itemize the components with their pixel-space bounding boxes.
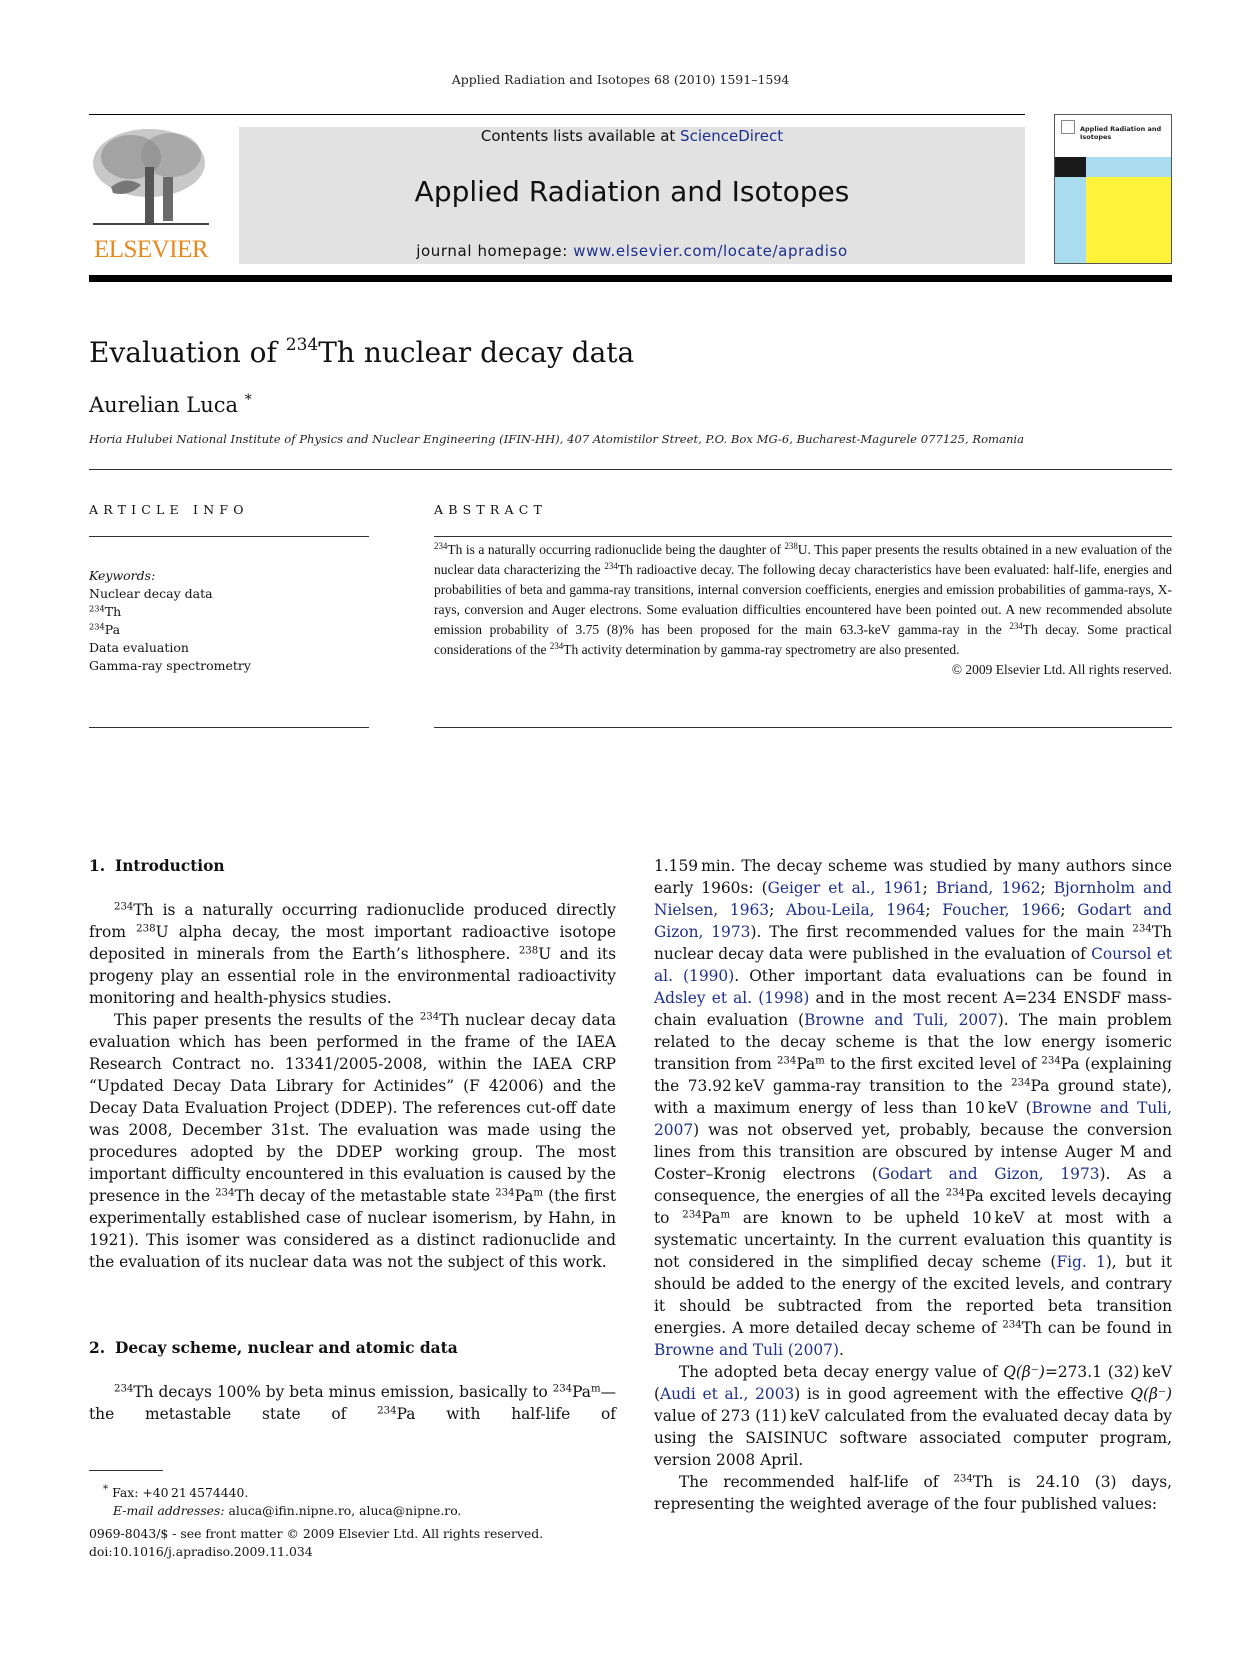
abstract-bottom-rule [434, 727, 1172, 728]
citation-link[interactable]: Audi et al., 2003 [660, 1385, 795, 1403]
article-info-rule [89, 536, 369, 537]
article-title: Evaluation of $^{234}$Th nuclear decay data [89, 335, 635, 369]
citation-link[interactable]: Foucher, 1966 [942, 901, 1061, 919]
affiliation: Horia Hulubei National Institute of Physics and Nuclear Engineering (IFIN-HH), 407 Atomistilor Street, P.O. Box MG-6, Bucharest-Magurele 077125, Romania [89, 432, 1025, 446]
abstract-text: $^{234}$Th is a naturally occurring radionuclide being the daughter of $^{238}$U. This paper presents the results obtained in a new evaluation of the nuclear data characterizing the $^{234}$Th radioactive decay. The following decay characteristics have been evaluated: half-life, energies and probabilities of beta and gamma-ray transitions, internal conversion coefficients, energies and emission probabilities of gamma-rays, X-rays, conversion and Auger electrons. Some evaluation difficulties encountered have been pointed out. A new recommended absolute emission probability of 3.75 (8)% has been proposed for the main 63.3-keV gamma-ray in the $^{234}$Th decay. Some practical considerations of the $^{234}$Th activity determination by gamma-ray spectrometry are also presented. © 2009 Elsevier Ltd. All rights reserved. [434, 540, 1172, 680]
citation-link[interactable]: Godart and Gizon, 1973 [877, 1165, 1100, 1183]
author-footnote-mark[interactable]: * [244, 392, 252, 408]
keywords-label: Keywords: [89, 568, 156, 583]
running-head: Applied Radiation and Isotopes 68 (2010) 1591–1594 [451, 72, 790, 87]
cover-elsevier-mark-icon [1061, 120, 1075, 134]
author-footnote: * Fax: +40 21 4574440. E-mail addresses: aluca@ifin.nipne.ro, aluca@nipne.ro. [103, 1483, 462, 1519]
front-matter: 0969-8043/$ - see front matter © 2009 Elsevier Ltd. All rights reserved. doi:10.1016/j.apradiso.2009.11.034 [89, 1525, 609, 1561]
abstract-rule [434, 536, 1172, 537]
journal-name: Applied Radiation and Isotopes [414, 175, 850, 208]
masthead-bottom-rule [89, 275, 1172, 282]
masthead-top-rule [89, 114, 1025, 115]
paragraph: $^{234}$Th decays 100% by beta minus emission, basically to $^{234}$Pa$^m$—the metastable state of $^{234}$Pa with half-life of [89, 1383, 616, 1423]
paragraph: This paper presents the results of the $^{234}$Th nuclear decay data evaluation which has been performed in the frame of the IAEA Research Contract no. 13341/2005-2008, within the IAEA CRP “Updated Decay Data Library for Actinides” (F 42006) and the Decay Data Evaluation Project (DDEP). The references cut-off date was 2008, December 31st. The evaluation was made using the procedures adopted by the DDEP working group. The most important difficulty encountered in this evaluation is caused by the presence in the $^{234}$Th decay of the metastable state $^{234}$Pa$^m$ (the first experimentally established case of nuclear isomerism, by Hahn, in 1921). This isomer was considered as a distinct radionuclide and the evaluation of its nuclear data was not the subject of this work. [89, 1011, 617, 1271]
paragraph: 1.159 min. The decay scheme was studied by many authors since early 1960s: (Geiger et al., 1961; Briand, 1962; Bjornholm and Nielsen, 1963; Abou-Leila, 1964; Foucher, 1966; Godart and Gizon, 1973). The first recommended values for the main $^{234}$Th nuclear decay data were published in the evaluation of Coursol et al. (1990). Other important data evaluations can be found in Adsley et al. (1998) and in the most recent A=234 ENSDF mass-chain evaluation (Browne and Tuli, 2007). The main problem related to the decay scheme is that the low energy isomeric transition from $^{234}$Pa$^m$ to the first excited level of $^{234}$Pa (explaining the 73.92 keV gamma-ray transition to the $^{234}$Pa ground state), with a maximum energy of less than 10 keV (Browne and Tuli, 2007) was not observed yet, probably, because the conversion lines from this transition are obscured by intense Auger M and Coster–Kronig electrons (Godart and Gizon, 1973). As a consequence, the energies of all the $^{234}$Pa excited levels decaying to $^{234}$Pa$^m$ are known to be upheld 10 keV at most with a systematic uncertainty. In the current evaluation this quantity is not considered in the simplified decay scheme (Fig. 1), but it should be added to the energy of the excited levels, and contrary it should be subtracted from the reported beta transition energies. A more detailed decay scheme of $^{234}$Th can be found in Browne and Tuli (2007). [654, 857, 1173, 1359]
fax-number: Fax: +40 21 4574440. [112, 1485, 249, 1501]
keyword: Nuclear decay data [89, 586, 213, 601]
citation-link[interactable]: Geiger et al., 1961 [767, 879, 923, 897]
keyword: Data evaluation [89, 640, 189, 655]
publisher-logo-text: ELSEVIER [93, 236, 209, 263]
paragraph: The adopted beta decay energy value of Q(β⁻)=273.1 (32) keV (Audi et al., 2003) is in good agreement with the effective Q(β⁻) value of 273 (11) keV calculated from the evaluated decay data by using the SAISINUC software associated computer program, version 2008 April. [654, 1363, 1172, 1469]
publisher-logo[interactable] [89, 127, 213, 264]
citation-link[interactable]: Browne and Tuli (2007) [654, 1341, 839, 1359]
paragraph: $^{234}$Th is a naturally occurring radionuclide produced directly from $^{238}$U alpha decay, the most important radioactive isotope deposited in minerals from the Earth’s lithosphere. $^{238}$U and its progeny play an essential role in the environmental radioactivity monitoring and health-physics studies. [89, 901, 616, 1007]
author-name: Aurelian Luca * [89, 392, 252, 417]
homepage-link[interactable]: www.elsevier.com/locate/apradiso [573, 242, 848, 260]
citation-link[interactable]: Browne and Tuli, 2007 [654, 1099, 1172, 1139]
article-info-bottom-rule [89, 727, 369, 728]
citation-link[interactable]: Briand, 1962 [935, 879, 1041, 897]
contents-prefix: Contents lists available at [480, 127, 681, 145]
abstract-heading: ABSTRACT [434, 502, 548, 517]
citation-link[interactable]: Godart and Gizon, 1973 [654, 901, 1173, 941]
homepage-prefix: journal homepage: [416, 242, 574, 260]
citation-link[interactable]: Bjornholm and Nielsen, 1963 [654, 879, 1172, 919]
cover-title: Applied Radiation and Isotopes [1080, 125, 1162, 141]
doi[interactable]: doi:10.1016/j.apradiso.2009.11.034 [89, 1544, 313, 1559]
citation-link[interactable]: Coursol et al. (1990) [654, 945, 1172, 985]
cover-atom-icon [1055, 157, 1086, 177]
keyword: Gamma-ray spectrometry [89, 658, 251, 673]
title-rule [89, 469, 1172, 470]
abstract-copyright: © 2009 Elsevier Ltd. All rights reserved. [951, 662, 1172, 677]
cover-yellow-block [1086, 177, 1172, 264]
tree-logo-icon [91, 127, 211, 231]
figure-link[interactable]: Fig. 1 [1056, 1253, 1106, 1271]
section-heading-decay-scheme: 2. Decay scheme, nuclear and atomic data [89, 1339, 458, 1357]
citation-link[interactable]: Adsley et al. (1998) [654, 989, 810, 1007]
email-addresses[interactable]: aluca@ifin.nipne.ro, aluca@nipne.ro. [228, 1503, 462, 1519]
citation-link[interactable]: Abou-Leila, 1964 [785, 901, 926, 919]
article-info-heading: ARTICLE INFO [89, 502, 249, 517]
section-heading-introduction: 1. Introduction [89, 857, 225, 875]
journal-cover-thumbnail[interactable] [1054, 114, 1172, 264]
journal-banner [239, 127, 1025, 264]
body-left-column [89, 855, 616, 1425]
body-right-column [654, 855, 1172, 1515]
footnote-rule [89, 1470, 163, 1471]
citation-link[interactable]: Browne and Tuli, 2007 [804, 1011, 998, 1029]
homepage-line [239, 242, 1025, 260]
paragraph: The recommended half-life of $^{234}$Th is 24.10 (3) days, representing the weighted average of the four published values: [654, 1473, 1172, 1513]
keyword: $^{234}$Th [89, 603, 122, 619]
sciencedirect-link[interactable]: ScienceDirect [680, 127, 784, 145]
keywords-block [89, 567, 251, 675]
keyword: $^{234}$Pa [89, 621, 121, 637]
contents-line [239, 127, 1025, 145]
